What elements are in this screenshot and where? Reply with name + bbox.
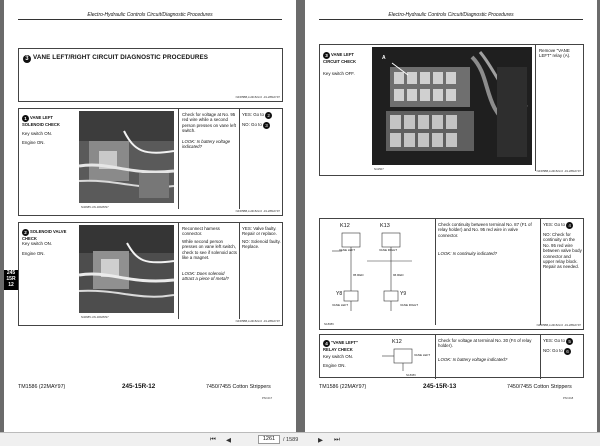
step-3-photo xyxy=(372,47,532,165)
step-1-photo-caption: N40685-UN-18APR97 xyxy=(81,205,109,209)
step-3-title: 3 VANE LEFT CIRCUIT CHECK xyxy=(323,52,357,64)
step-2-title: 2 SOLENOID VALVE CHECK xyxy=(22,229,67,241)
step-1-cond-1: Key switch ON. xyxy=(22,131,53,136)
header-divider xyxy=(319,19,583,20)
diagram-k13-sub: VANE RIGHT xyxy=(379,248,398,252)
left-page xyxy=(4,0,296,432)
step-1-look: LOOK: Is battery voltage indicated? xyxy=(182,139,231,150)
step-4-look: LOOK: Is battery voltage indicated? xyxy=(438,357,508,362)
step-2-look: LOOK: Does solenoid attract a piece of metal? xyxy=(182,271,229,282)
step-2-photo-caption: N40685-UN-18APR97 xyxy=(81,315,109,319)
continuity-look: LOOK: Is continuity indicated? xyxy=(438,251,498,256)
step-4-instruction: Check for voltage at terminal No. 30 (F4 of relay holder). xyxy=(438,338,532,349)
diagram-k12-sub: VANE LEFT xyxy=(339,248,356,252)
continuity-check-box xyxy=(319,218,584,330)
step-3-box xyxy=(319,44,584,176)
step-2-photo xyxy=(79,225,174,313)
step-1-photo xyxy=(79,111,174,203)
step-3-instruction: Remove "VANE LEFT" relay (A). xyxy=(539,48,571,59)
step-4-title: 4 "VANE LEFT" RELAY CHECK xyxy=(323,340,358,352)
footer-page-number: 245-15R-13 xyxy=(423,383,457,390)
step-2-no: NO: Solenoid faulty. Replace. xyxy=(242,239,281,250)
diagram-y8-sub: VANE LEFT xyxy=(332,303,349,307)
step-2-box xyxy=(18,222,283,326)
diagram-wire-96: 96 RED xyxy=(393,273,404,277)
next-page-icon[interactable]: ▶ xyxy=(318,437,323,444)
diagram-y9: Y9 xyxy=(400,291,407,297)
step-2-instruction: Reconnect harness connector. xyxy=(182,226,220,237)
step-2-yes: YES: Valve faulty. Repair or replace. xyxy=(242,226,277,237)
divider xyxy=(178,223,179,319)
photo-label-a: A xyxy=(382,55,386,61)
diagram-y8: Y8 xyxy=(336,291,343,297)
step-1-code: N4/R5BB,LH3152LCI -19-28MAY97 xyxy=(235,209,280,213)
wiring-diagram xyxy=(322,221,432,317)
step-1-title: 1 VANE LEFT SOLENOID CHECK xyxy=(22,115,60,127)
page-total: / 1589 xyxy=(283,437,299,443)
diagram-caption: N18086 xyxy=(324,322,334,326)
relay-diagram xyxy=(372,337,432,373)
step-3-code: N4/R5BB,LH3152LCI -19-28MAY97 xyxy=(536,169,581,173)
diagram-y9-sub: VANE RIGHT xyxy=(400,303,419,307)
step-4-box xyxy=(319,334,584,378)
step-4-no[interactable]: NO: Go to 6 xyxy=(543,348,572,355)
step-2-cond-2: Engine ON. xyxy=(22,251,45,256)
page-number-input[interactable]: 1261 xyxy=(258,435,280,444)
section-title: 3 VANE LEFT/RIGHT CIRCUIT DIAGNOSTIC PROCEDURES xyxy=(23,54,208,63)
step-2-instruction-2: While second person presses on vane left switch, check to see if solenoid acts like a magnet. xyxy=(182,239,237,261)
footer-model: 7450/7455 Cotton Strippers xyxy=(507,384,572,390)
section-tab: 245 15R 12 xyxy=(4,270,18,290)
prev-page-icon[interactable]: ◀ xyxy=(226,437,231,444)
page-header: Electro-Hydraulic Controls Circuit/Diagnostic Procedures xyxy=(87,12,213,18)
step-3-photo-caption: N41507 xyxy=(374,167,384,171)
diagram-k12: K12 xyxy=(340,223,350,229)
divider xyxy=(535,45,536,171)
divider xyxy=(178,109,179,209)
divider xyxy=(435,335,436,379)
step-4-cond-1: Key switch ON. xyxy=(323,354,354,359)
step-3-cond-1: Key switch OFF. xyxy=(323,71,355,76)
section-code: N4/R5BB,LH3152LCI -19-28MAY97 xyxy=(235,95,280,99)
step-1-cond-2: Engine ON. xyxy=(22,140,45,145)
header-divider xyxy=(18,19,282,20)
step-4-yes[interactable]: YES: Go to 5 xyxy=(543,338,574,345)
divider xyxy=(239,223,240,319)
footer-page-number: 245-15R-12 xyxy=(122,383,156,390)
right-page xyxy=(305,0,597,432)
diagram-wire-95: 95 RED xyxy=(353,273,364,277)
divider xyxy=(239,109,240,209)
continuity-code: N4/R5BB,LH3152LCI -19-28MAY97 xyxy=(536,323,581,327)
step-4-cond-2: Engine ON. xyxy=(323,363,346,368)
divider xyxy=(435,219,436,325)
section-number: 3 xyxy=(23,55,31,63)
footer-code: PN=218 xyxy=(563,396,574,400)
diagram-k13: K13 xyxy=(380,223,390,229)
divider xyxy=(540,219,541,325)
footer-model: 7450/7455 Cotton Strippers xyxy=(206,384,271,390)
step-1-no[interactable]: NO: Go to 3 xyxy=(242,122,271,129)
continuity-yes[interactable]: YES: Go to 4 xyxy=(543,222,574,229)
continuity-instruction: Check continuity between terminal No. 87 (F1 of relay holder) and No. 95 red wire in valve connector. xyxy=(438,222,532,238)
relay-diagram-k12-sub: VANE LEFT xyxy=(414,353,431,357)
step-1-box xyxy=(18,108,283,216)
relay-caption: N18086 xyxy=(406,373,416,377)
last-page-icon[interactable]: ⏭ xyxy=(334,436,340,443)
step-1-yes[interactable]: YES: Go to 2 xyxy=(242,112,273,119)
step-2-cond-1: Key switch ON. xyxy=(22,241,53,246)
step-1-instruction: Check for voltage at No. 95 red wire while a second person presses on vane left switch. xyxy=(182,112,236,134)
footer-code: PN=217 xyxy=(262,396,273,400)
section-title-box xyxy=(18,48,283,102)
divider xyxy=(540,335,541,379)
page-header: Electro-Hydraulic Controls Circuit/Diagnostic Procedures xyxy=(388,12,514,18)
footer-manual: TM1586 (22MAY97) xyxy=(319,384,367,390)
footer-manual: TM1586 (22MAY97) xyxy=(18,384,66,390)
continuity-no: NO: Check for continuity on the No. 95 red wire between valve body connector and upper relay block. Repair as needed. xyxy=(543,232,582,270)
viewer-toolbar xyxy=(0,432,600,446)
step-2-code: N4/R5BB,LH3152LCI -19-28MAY97 xyxy=(235,319,280,323)
first-page-icon[interactable]: ⏮ xyxy=(210,436,216,443)
relay-diagram-k12: K12 xyxy=(392,339,402,345)
